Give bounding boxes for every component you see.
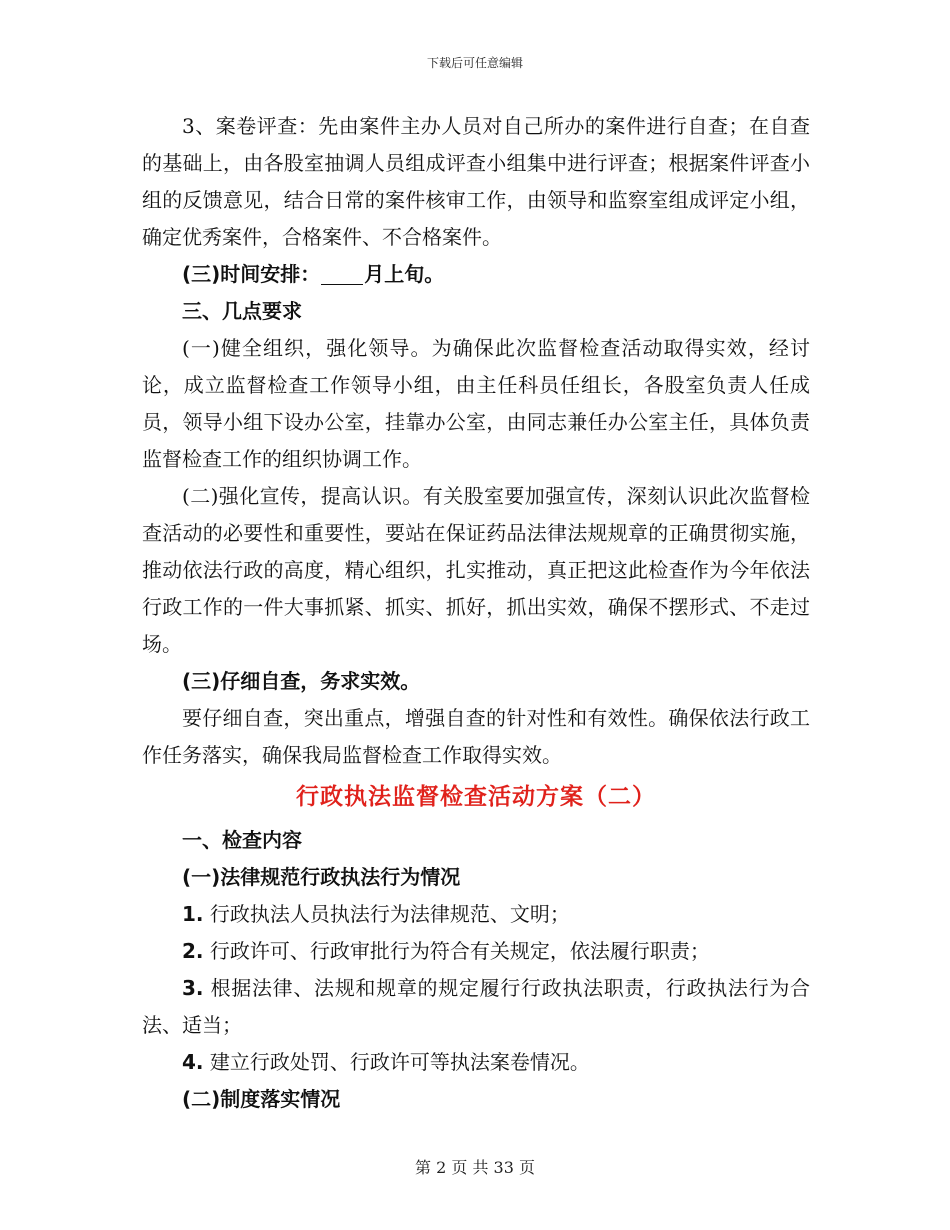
document-title: 行政执法监督检查活动方案（二）: [296, 784, 656, 810]
list-text: 行政执法人员执法行为法律规范、文明；: [209, 902, 570, 926]
paragraph-publicity: (二)强化宣传，提高认识。有关股室要加强宣传，深刻认识此次监督检查活动的必要性和重要性，要站在保证药品法律法规规章的正确贯彻实施，推动依法行政的高度，精心组织，扎实推动，真正把这此检查作为今年依法行政工作的一件大事抓紧、抓实、抓好，抓出实效，确保不摆形式、不走过场。: [142, 484, 810, 656]
paragraph-self-check: 要仔细自查，突出重点，增强自查的针对性和有效性。确保依法行政工作任务落实，确保我局监督检查工作取得实效。: [142, 706, 810, 767]
subheading-self-check: (三)仔细自查，务求实效。: [182, 669, 421, 693]
paragraph-schedule: [142, 256, 810, 293]
section-heading-inspection: 一、检查内容: [182, 828, 302, 852]
list-number: 2.: [182, 939, 204, 963]
list-item: [142, 970, 810, 1044]
list-item: [142, 933, 810, 970]
blank-underline: [321, 264, 363, 285]
page-header: 下载后可任意编辑: [426, 56, 523, 70]
schedule-value: 月上旬。: [364, 262, 445, 286]
list-number: 1.: [182, 902, 204, 926]
list-item: [142, 896, 810, 933]
list-number: 3.: [182, 976, 204, 1000]
list-text: 建立行政处罚、行政许可等执法案卷情况。: [209, 1050, 590, 1074]
paragraph-organization: (一)健全组织，强化领导。为确保此次监督检查活动取得实效，经讨论，成立监督检查工作领导小组，由主任科员任组长，各股室负责人任成员，领导小组下设办公室，挂靠办公室，由同志兼任办公室主任，具体负责监督检查工作的组织协调工作。: [142, 336, 810, 471]
subheading-system: (二)制度落实情况: [182, 1087, 341, 1111]
schedule-label: (三)时间安排：: [182, 262, 321, 286]
list-text: 行政许可、行政审批行为符合有关规定，依法履行职责；: [209, 939, 710, 963]
list-number: 4.: [182, 1050, 204, 1074]
document-body: [142, 108, 810, 1118]
page-footer: 第 2 页 共 33 页: [415, 1158, 535, 1177]
subheading-enforcement: (一)法律规范行政执法行为情况: [182, 865, 461, 889]
list-item: [142, 1044, 810, 1081]
section-heading-requirements: 三、几点要求: [182, 299, 302, 323]
paragraph-case-review: 3、案卷评查：先由案件主办人员对自己所办的案件进行自查；在自查的基础上，由各股室抽调人员组成评查小组集中进行评查；根据案件评查小组的反馈意见，结合日常的案件核审工作，由领导和监察室组成评定小组，确定优秀案件，合格案件、不合格案件。: [142, 114, 810, 249]
list-text: 根据法律、法规和规章的规定履行行政执法职责，行政执法行为合法、适当；: [142, 976, 811, 1037]
